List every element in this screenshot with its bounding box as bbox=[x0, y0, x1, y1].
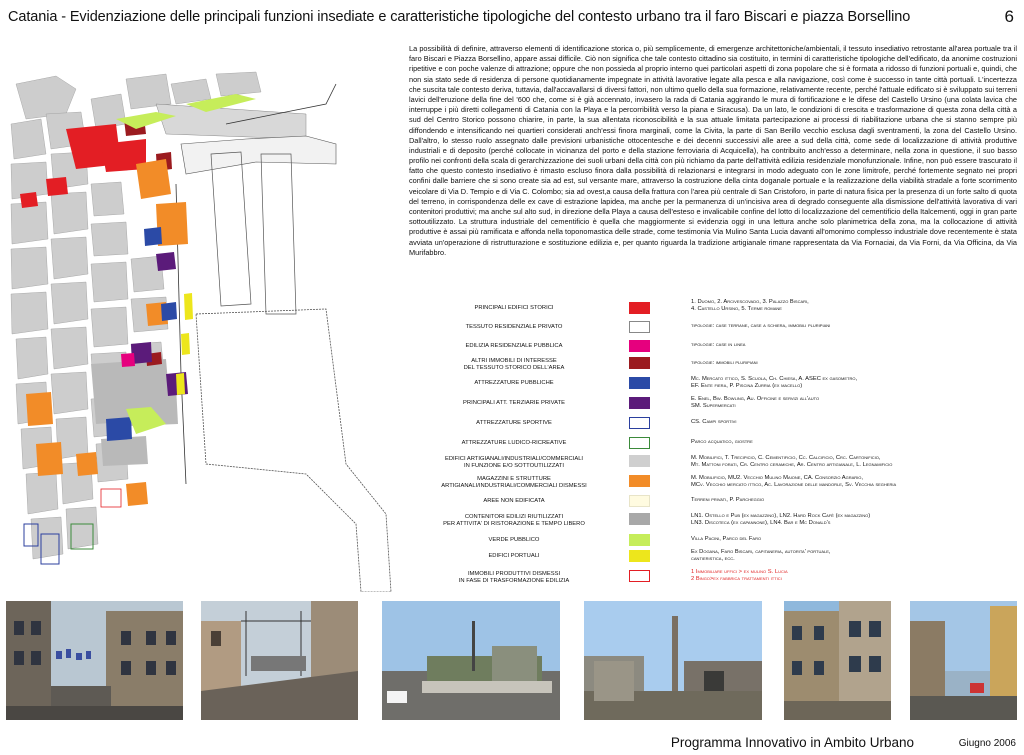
legend-label: ATTREZZATURE SPORTIVE bbox=[476, 420, 552, 426]
urban-map[interactable] bbox=[6, 44, 400, 592]
legend-desc: E. Enel, Bw. Bowling, Au. Officine e servizi all'auto SM. Supermercati bbox=[691, 396, 820, 409]
legend-desc: tipologie: case terrane, case a schiera, immobili pluripiani bbox=[691, 323, 831, 329]
photo-factory[interactable] bbox=[584, 601, 762, 720]
legend-swatch bbox=[629, 570, 650, 582]
body-paragraph: La possibilità di definire, attraverso elementi di identificazione storica o, più semplicemente, di emergenze architettoniche/ambientali, il tessuto insediativo retrostante all'area portuale tra il faro Biscari e Piazza Borsellino, appare assai difficile. Ciò non significa che tale contesto cittadino sia costituito, in termini di caratteristiche tipologiche dell'edificato, da anonime costruzioni ripetitive e con poche valenze di attrazione; oppure che non possieda al proprio interno quei particolari aspetti di zona popolare che si è formata a ridosso di funzioni portuali e, quindi, che non sia stato sede di residenza di persone quotidianamente impegnate in attività lavorative legate alla pesca e alla navigazione, così come è successo in tante città portuali. L'incertezza che suscita tale contesto deriva, tuttavia, dall'accavallarsi di diversi fattori, non ultimo quello della sua formazione, relativamente recente, perché l'attuale edificato si è sviluppato sui terreni lavici dell'eruzione della fine del '600 che, come si è già accennato, invasero la rada di Catania aggirando le mura di fortificazione e le difese del Castello Ursino (una colata lavica che interruppe i più diretti collegamenti di Catania con la Playa e la percorribilità verso la piana e Siracusa). Da un lato, le condizioni di crescita e trasformazione di questa zona della città a sud del Centro Storico possono chiarire, in parte, la sua allentata riconoscibilità e la sua attuale limitata partecipazione ai processi di riabilitazione urbana che si stanno sempre più diffondendo e intensificando nei quartieri considerati anch'essi finora marginali, come la Civita, la parte di San Berillo vecchio esclusa dagli sventramenti, la zona del Castello Ursino. Dall'altro, lo stesso ruolo assegnato dalle previsioni urbanistiche ottocentesche e dei decenni successivi alle aree a sud della città, come sede di localizzazione di attività produttive industriali e di deposito (perché collocate in vicinanza del porto e della stazione ferroviaria di Acquicella), ha contribuito anch'esso a determinare, nella zona in questione, il suo basso profilo nei confronti della scala di gerarchizzazione dei suoli urbani della città con più richiamo da parte dell'attività edilizia residenziale monofunzionale. Infine, non può essere trascurato il fatto che questo contesto insediativo è rimasto escluso finora dalla possibilità di relazionarsi e integrarsi in modo adeguato con le zone limitrofe, perché fortemente segnato nei propri confini dalle barriere che si sono create sia ad est, sul versante mare, attraverso la costruzione della cinta doganale portuale e la realizzazione della viabilità stradale a forte scorrimento veicolare di Via D. Tempio e di Via C. Colombo; sia ad ovest,a causa della frattura con l'area più centrale di San Cristoforo, in parte di natura fisica per la presenza di un forte salto di quota del terreno, in corrispondenza delle ex cave di estrazione lapidea, ma anche per la permanenza di un'incisiva area di degrado conseguente alla dismissione dell'attività lavorativa di vari contenitori produttivi; ma anche sul alto sud, in direzione della Playa a causa dell'esteso e invalicabile confine del lotto di localizzazione del cementificio della Italcementi, oggi in gran parte sottoutilizzato. La struttura industriale del cementificio è quella che maggiormente si evidenzia oggi in una lettura anche solo planimetrica della zona, ma la collocazione di attività produttive è assai più ramificata e affonda nella toponomastica delle strade, come testimonia Via Mulino Santa Lucia davanti all'omonimo complesso industriale dove recentemente è stata avviata un'operazione di ristrutturazione e sostituzione edilizia e, per quanto riguarda la tradizione artigianale rimane rappresentata da Via Fornaciai, da Via Forni, da Via Officina, da Via Murifabbro. bbox=[409, 44, 1017, 257]
legend-swatch bbox=[629, 495, 650, 507]
legend-desc: Mc. Mercato ittico, S. Scuola, Ch. Chiesa, A. ASEC ex gasometro, EF. Ente fiera, P. Piscina Zurria (ex macello) bbox=[691, 376, 858, 389]
legend-label: ATTREZZATURE LUDICO-RICREATIVE bbox=[461, 440, 567, 446]
legend-swatch bbox=[629, 437, 650, 449]
legend-label: PRINCIPALI ATT. TERZIARIE PRIVATE bbox=[463, 400, 565, 406]
legend-swatch bbox=[629, 340, 650, 352]
legend-desc: M. Mobilifici, T. Trecipicio, C. Cementificio, Cc. Calcificio, Crc. Cartonificio, Mt. Mattoni forati, Cr. Centro ceramiche, Ar. Centro artigianale, L. Legnamificio bbox=[691, 455, 893, 468]
legend-label: ALTRI IMMOBILI DI INTERESSE DEL TESSUTO STORICO DELL'AREA bbox=[463, 358, 565, 371]
legend-desc: LN1. Ostello e Pub (ex magazzino), LN2. Hard Rock Cafè (ex magazzino) LN3. Discoteca (ex capannone), LN4. Bar e Mc Donald's bbox=[691, 513, 871, 526]
legend-desc: M. Mobilificio, MU2. Vecchio Mulino Maione, CA. Consorzio Agrario, MCv. Vecchio mercato ittico, Ac. Lavorazione delle mandorle, Sv. Vecchia segheria bbox=[691, 475, 897, 488]
legend-swatch bbox=[629, 513, 650, 525]
photo-street-1[interactable] bbox=[6, 601, 183, 720]
legend-desc: tipologie: case in linea bbox=[691, 342, 746, 348]
photo-port-warehouse[interactable] bbox=[382, 601, 560, 720]
legend-desc: Parco acquatico, giostre bbox=[691, 439, 753, 445]
legend-desc: 1. Duomo, 2. Arcivescovado, 3. Palazzo Biscari, 4. Castello Ursino, 5. Terme romane bbox=[691, 299, 809, 312]
legend-swatch bbox=[629, 302, 650, 314]
legend-label: AREE NON EDIFICATA bbox=[483, 498, 545, 504]
legend-swatch bbox=[629, 455, 650, 467]
page-title: Catania - Evidenziazione delle principali funzioni insediate e caratteristiche tipologiche del contesto urbano tra il faro Biscari e piazza Borsellino bbox=[8, 9, 911, 25]
photo-harbor-street[interactable] bbox=[910, 601, 1017, 720]
legend-label: ATTREZZATURE PUBBLICHE bbox=[474, 380, 554, 386]
legend-desc: tipologie: immobili pluripiani bbox=[691, 360, 758, 366]
legend-label: CONTENITORI EDILIZI RIUTILIZZATI PER ATTIVITA' DI RISTORAZIONE E TEMPO LIBERO bbox=[443, 514, 585, 527]
legend-label: MAGAZZINI E STRUTTURE ARTIGIANALI/INDUSTRIALI/COMMERCIALI DISMESSI bbox=[441, 476, 587, 489]
legend-swatch bbox=[629, 377, 650, 389]
legend-swatch bbox=[629, 397, 650, 409]
photo-railway[interactable] bbox=[201, 601, 358, 720]
legend-swatch bbox=[629, 550, 650, 562]
public-housing bbox=[121, 353, 135, 367]
legend-label: EDIFICI PORTUALI bbox=[488, 553, 540, 559]
legend-swatch bbox=[629, 357, 650, 369]
legend-desc: Ex Dogana, Faro Biscari, capitaneria, autorita' portuale, cantieristica, ecc. bbox=[691, 549, 831, 562]
legend-desc: CS. Campi sportivi bbox=[691, 419, 737, 425]
legend-swatch bbox=[629, 321, 650, 333]
legend-label: TESSUTO RESIDENZIALE PRIVATO bbox=[465, 324, 563, 330]
legend-desc: Terreni privati, P. Parcheggio bbox=[691, 497, 765, 503]
legend-swatch bbox=[629, 534, 650, 546]
legend-label: EDILIZIA RESIDENZIALE PUBBLICA bbox=[465, 343, 563, 349]
page-number: 6 bbox=[1004, 7, 1014, 26]
legend-swatch bbox=[629, 475, 650, 487]
legend-label: PRINCIPALI EDIFICI STORICI bbox=[474, 305, 554, 311]
legend-desc: Villa Pacini, Parco del Faro bbox=[691, 536, 762, 542]
legend-swatch bbox=[629, 417, 650, 429]
date: Giugno 2006 bbox=[958, 738, 1016, 749]
legend-label: EDIFICI ARTIGIANALI/INDUSTRIALI/COMMERCIALI IN FUNZIONE E/O SOTTOUTILIZZATI bbox=[444, 456, 584, 469]
legend-desc: 1 Immobiliare uffici > ex mulino S. Lucia 2 Bingo>ex fabbrica trattamenti ittici bbox=[691, 569, 788, 582]
photo-residential[interactable] bbox=[784, 601, 891, 720]
program-title: Programma Innovativo in Ambito Urbano bbox=[670, 735, 914, 750]
legend-label: IMMOBILI PRODUTTIVI DISMESSI IN FASE DI TRASFORMAZIONE EDILIZIA bbox=[458, 571, 570, 584]
legend-label: VERDE PUBBLICO bbox=[488, 537, 540, 543]
